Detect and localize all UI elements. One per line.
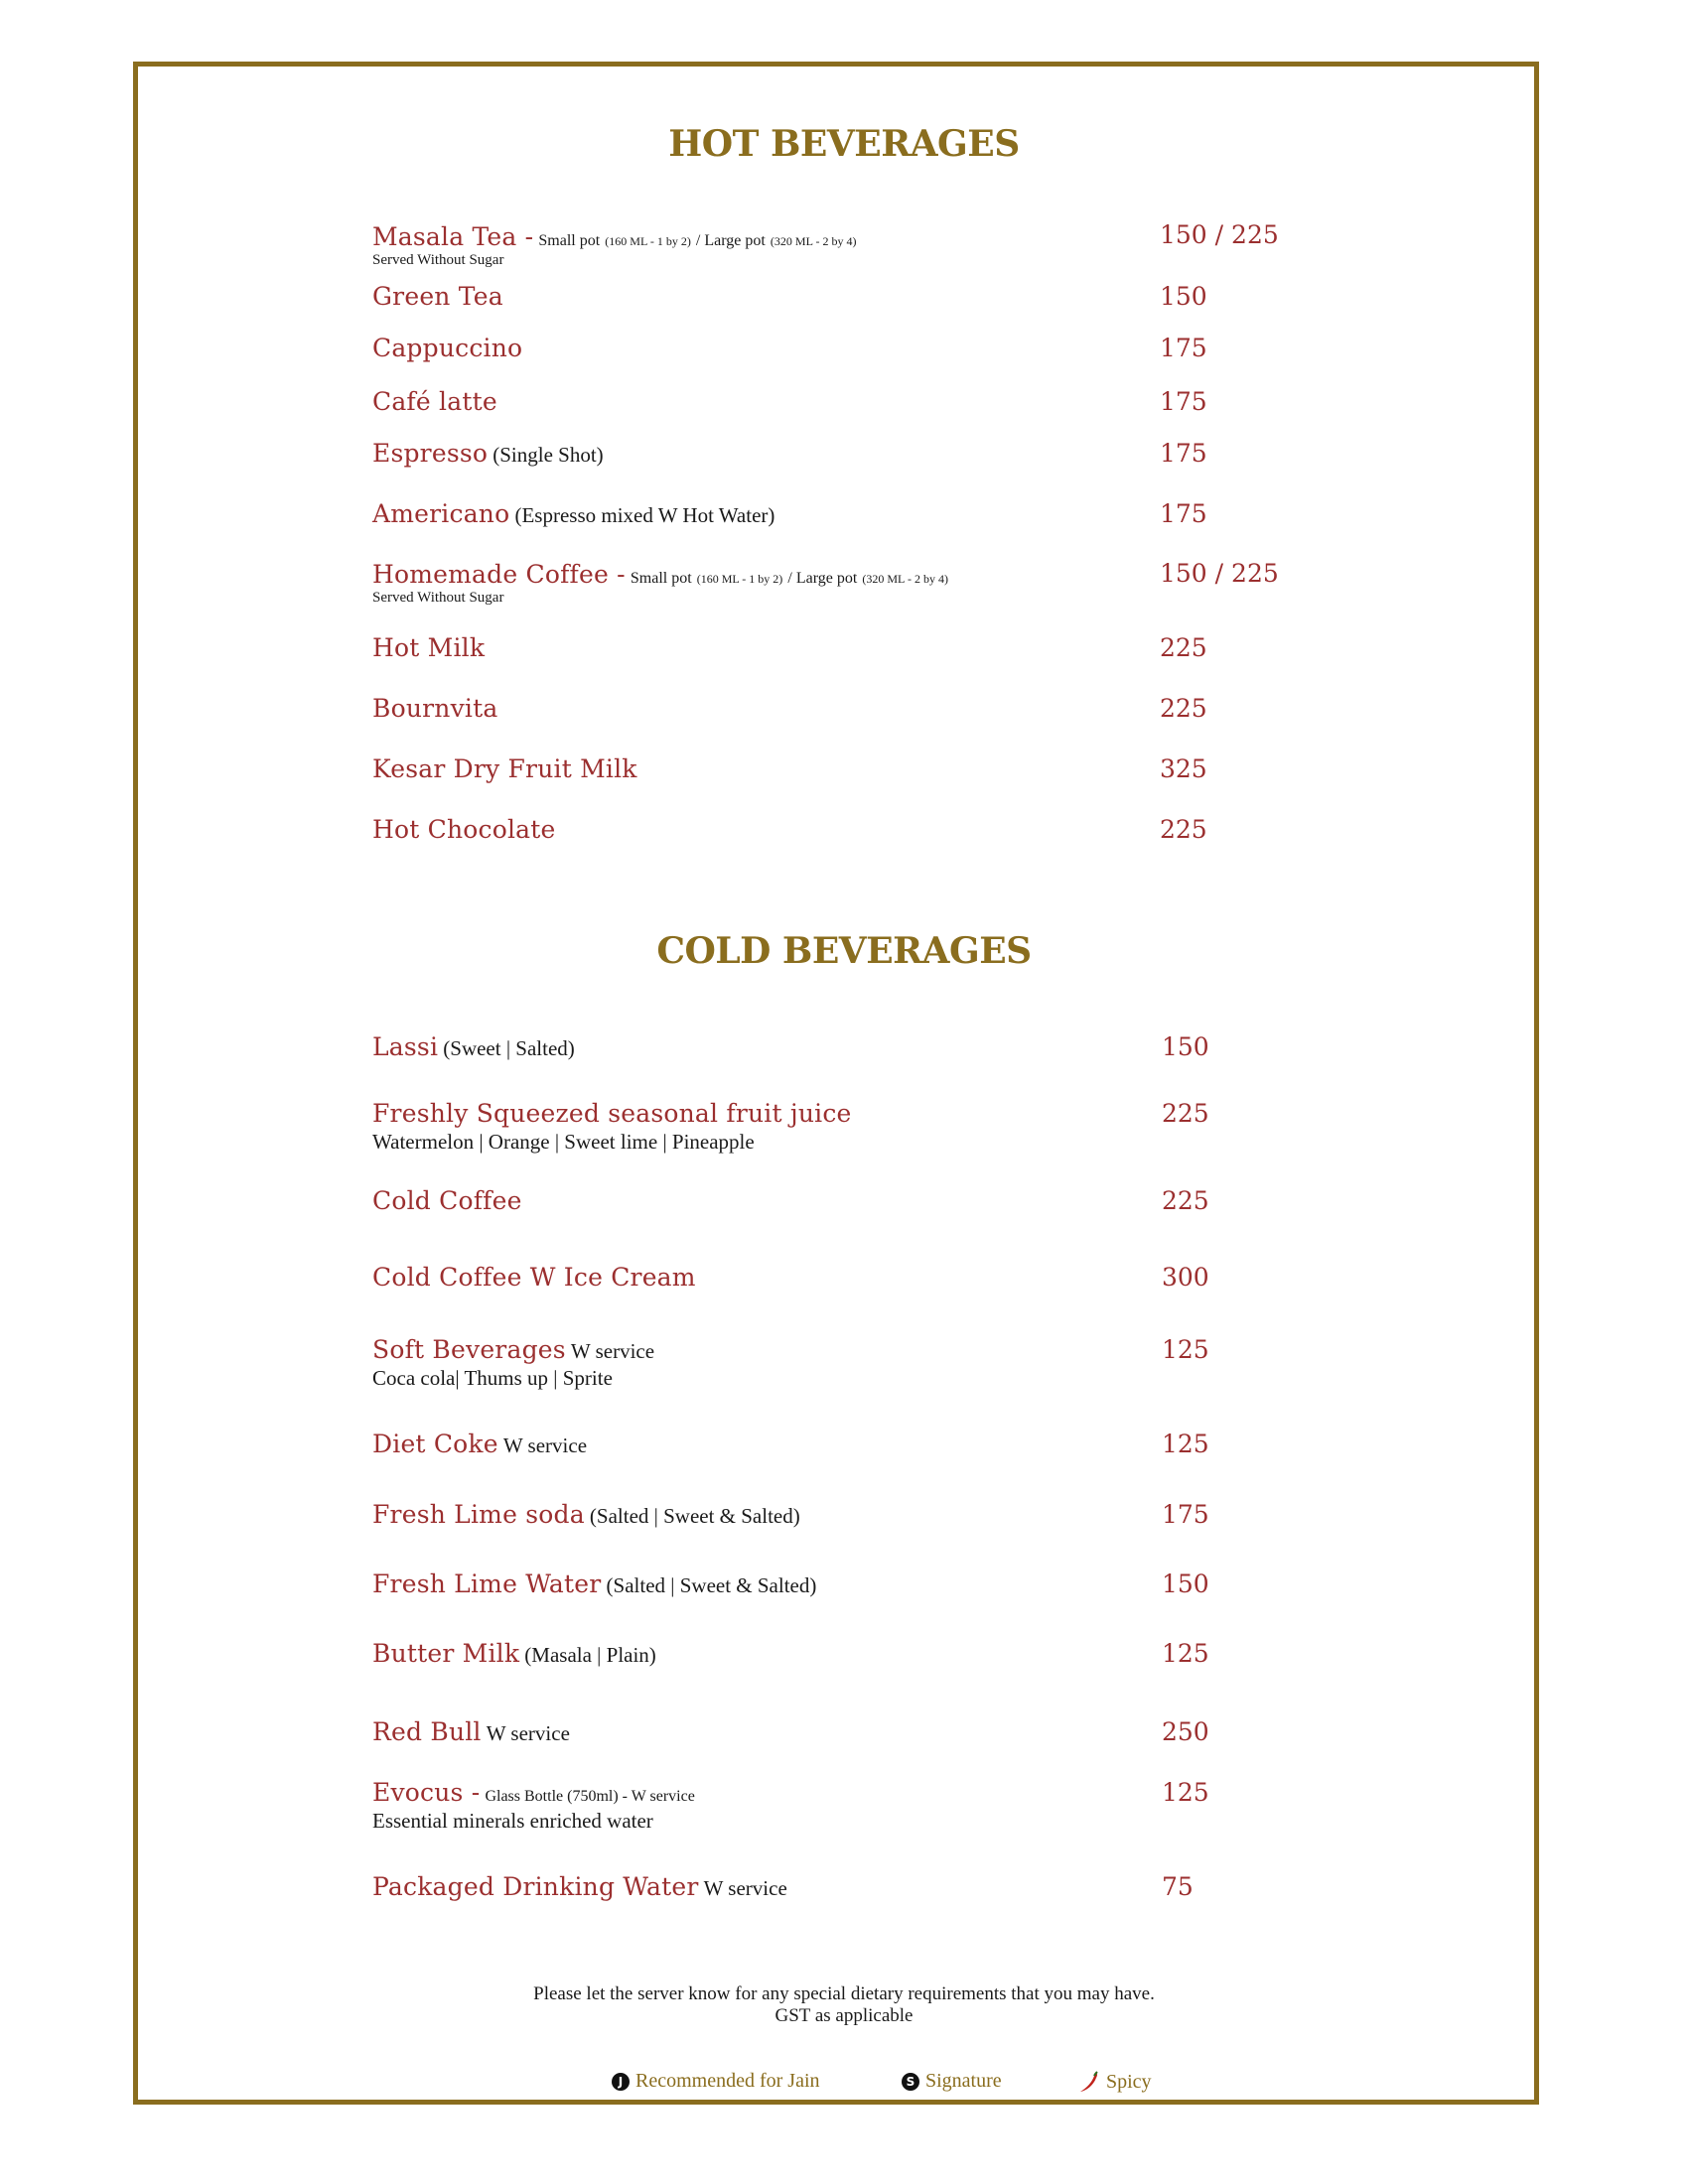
item-name: Lassi — [372, 1032, 439, 1061]
item-name: Hot Milk — [372, 633, 486, 662]
legend-jain — [612, 2070, 820, 2093]
item-price: 125 — [1162, 1335, 1209, 1364]
item-name: Fresh Lime soda — [372, 1500, 585, 1529]
item-price: 75 — [1162, 1872, 1194, 1901]
menu-item-espresso — [372, 439, 1365, 468]
item-options: Coca cola| Thums up | Sprite — [372, 1366, 613, 1390]
legend-label: Recommended for Jain — [635, 2070, 820, 2092]
item-description: Glass Bottle (750ml) - W service — [485, 1788, 695, 1805]
item-description: W service — [486, 1721, 570, 1745]
menu-item-green-tea — [372, 282, 1365, 311]
item-description: W service — [570, 1339, 655, 1363]
item-name: Masala Tea - — [372, 222, 534, 251]
item-name: Cappuccino — [372, 334, 523, 362]
item-size-small-detail: (160 ML - 1 by 2) — [696, 572, 783, 586]
menu-item-packaged-water — [372, 1872, 1365, 1901]
item-name: Soft Beverages — [372, 1335, 566, 1364]
item-name: Cold Coffee — [372, 1186, 522, 1215]
item-description: (Masala | Plain) — [524, 1643, 656, 1667]
menu-item-hot-chocolate — [372, 815, 1365, 844]
item-price: 250 — [1162, 1717, 1209, 1746]
item-note: Served Without Sugar — [372, 252, 504, 268]
item-name: Americano — [372, 499, 510, 528]
menu-item-evocus — [372, 1778, 1365, 1834]
item-name: Fresh Lime Water — [372, 1570, 602, 1598]
item-name: Evocus - — [372, 1778, 481, 1807]
item-description: (Single Shot) — [492, 443, 604, 467]
legend-label: Spicy — [1106, 2070, 1152, 2093]
item-price: 125 — [1162, 1639, 1209, 1668]
item-price: 300 — [1162, 1263, 1209, 1292]
item-name: Diet Coke — [372, 1430, 498, 1458]
item-name: Espresso — [372, 439, 489, 468]
hot-beverages-heading: HOT BEVERAGES — [668, 123, 1020, 165]
item-price: 150 — [1162, 1032, 1209, 1061]
item-size-large-detail: (320 ML - 2 by 4) — [770, 234, 857, 248]
item-name: Butter Milk — [372, 1639, 520, 1668]
menu-item-butter-milk — [372, 1639, 1365, 1668]
item-name: Bournvita — [372, 694, 498, 723]
item-description: W service — [703, 1876, 787, 1900]
item-price: 225 — [1160, 694, 1207, 723]
item-price: 175 — [1160, 334, 1207, 362]
item-price: 175 — [1160, 387, 1207, 416]
menu-item-fruit-juice — [372, 1099, 1365, 1155]
menu-item-bournvita — [372, 694, 1365, 723]
item-name: Freshly Squeezed seasonal fruit juice — [372, 1099, 852, 1128]
menu-item-cappuccino — [372, 334, 1365, 362]
item-name: Café latte — [372, 387, 497, 416]
gst-note: GST as applicable — [774, 2005, 914, 2026]
item-price: 225 — [1160, 633, 1207, 662]
menu-item-cafe-latte — [372, 387, 1365, 416]
item-price: 150 / 225 — [1160, 220, 1279, 249]
item-size-small: Small pot — [538, 232, 601, 249]
item-price: 175 — [1160, 499, 1207, 528]
item-name: Hot Chocolate — [372, 815, 556, 844]
menu-item-red-bull — [372, 1717, 1365, 1746]
menu-item-fresh-lime-soda — [372, 1500, 1365, 1529]
item-size-large-detail: (320 ML - 2 by 4) — [862, 572, 948, 586]
item-price: 125 — [1162, 1778, 1209, 1807]
item-name: Packaged Drinking Water — [372, 1872, 699, 1901]
legend-label: Signature — [925, 2070, 1002, 2092]
item-size-small-detail: (160 ML - 1 by 2) — [605, 234, 691, 248]
item-size-small: Small pot — [630, 570, 692, 587]
item-price: 150 — [1160, 282, 1207, 311]
item-note: Essential minerals enriched water — [372, 1809, 653, 1833]
menu-item-soft-beverages — [372, 1335, 1365, 1391]
legend-spicy — [1078, 2070, 1152, 2094]
item-price: 325 — [1160, 754, 1207, 783]
item-name: Red Bull — [372, 1717, 482, 1746]
menu-item-lassi — [372, 1032, 1365, 1061]
signature-badge-icon: S — [902, 2073, 919, 2091]
item-description: (Salted | Sweet & Salted) — [589, 1504, 800, 1528]
item-price: 150 / 225 — [1160, 559, 1279, 588]
cold-beverages-heading: COLD BEVERAGES — [656, 930, 1032, 972]
dietary-note — [0, 1983, 1688, 2027]
legend-signature — [902, 2070, 1002, 2093]
item-description: (Sweet | Salted) — [443, 1036, 575, 1060]
menu-item-hot-milk — [372, 633, 1365, 662]
menu-item-cold-coffee — [372, 1186, 1365, 1215]
item-size-large: / Large pot — [695, 232, 766, 249]
item-size-large: / Large pot — [787, 570, 858, 587]
item-name: Kesar Dry Fruit Milk — [372, 754, 637, 783]
item-price: 225 — [1160, 815, 1207, 844]
item-name: Homemade Coffee - — [372, 560, 626, 589]
item-name: Green Tea — [372, 282, 503, 311]
menu-item-diet-coke — [372, 1430, 1365, 1458]
item-name: Cold Coffee W Ice Cream — [372, 1263, 696, 1292]
item-description: (Espresso mixed W Hot Water) — [514, 503, 775, 527]
item-price: 150 — [1162, 1570, 1209, 1598]
menu-item-cold-coffee-ice-cream — [372, 1263, 1365, 1292]
item-price: 225 — [1162, 1099, 1209, 1128]
item-options: Watermelon | Orange | Sweet lime | Pineapple — [372, 1130, 755, 1154]
menu-item-americano — [372, 499, 1365, 528]
item-price: 225 — [1162, 1186, 1209, 1215]
chili-pepper-icon — [1078, 2070, 1100, 2094]
jain-badge-icon: J — [612, 2073, 630, 2091]
item-price: 175 — [1162, 1500, 1209, 1529]
item-price: 125 — [1162, 1430, 1209, 1458]
item-description: (Salted | Sweet & Salted) — [606, 1573, 817, 1597]
item-price: 175 — [1160, 439, 1207, 468]
menu-item-fresh-lime-water — [372, 1570, 1365, 1598]
item-note: Served Without Sugar — [372, 590, 504, 606]
menu-item-kesar-dry-fruit-milk — [372, 754, 1365, 783]
item-description: W service — [502, 1433, 588, 1457]
dietary-note-line: Please let the server know for any special dietary requirements that you may have. — [533, 1983, 1155, 2004]
